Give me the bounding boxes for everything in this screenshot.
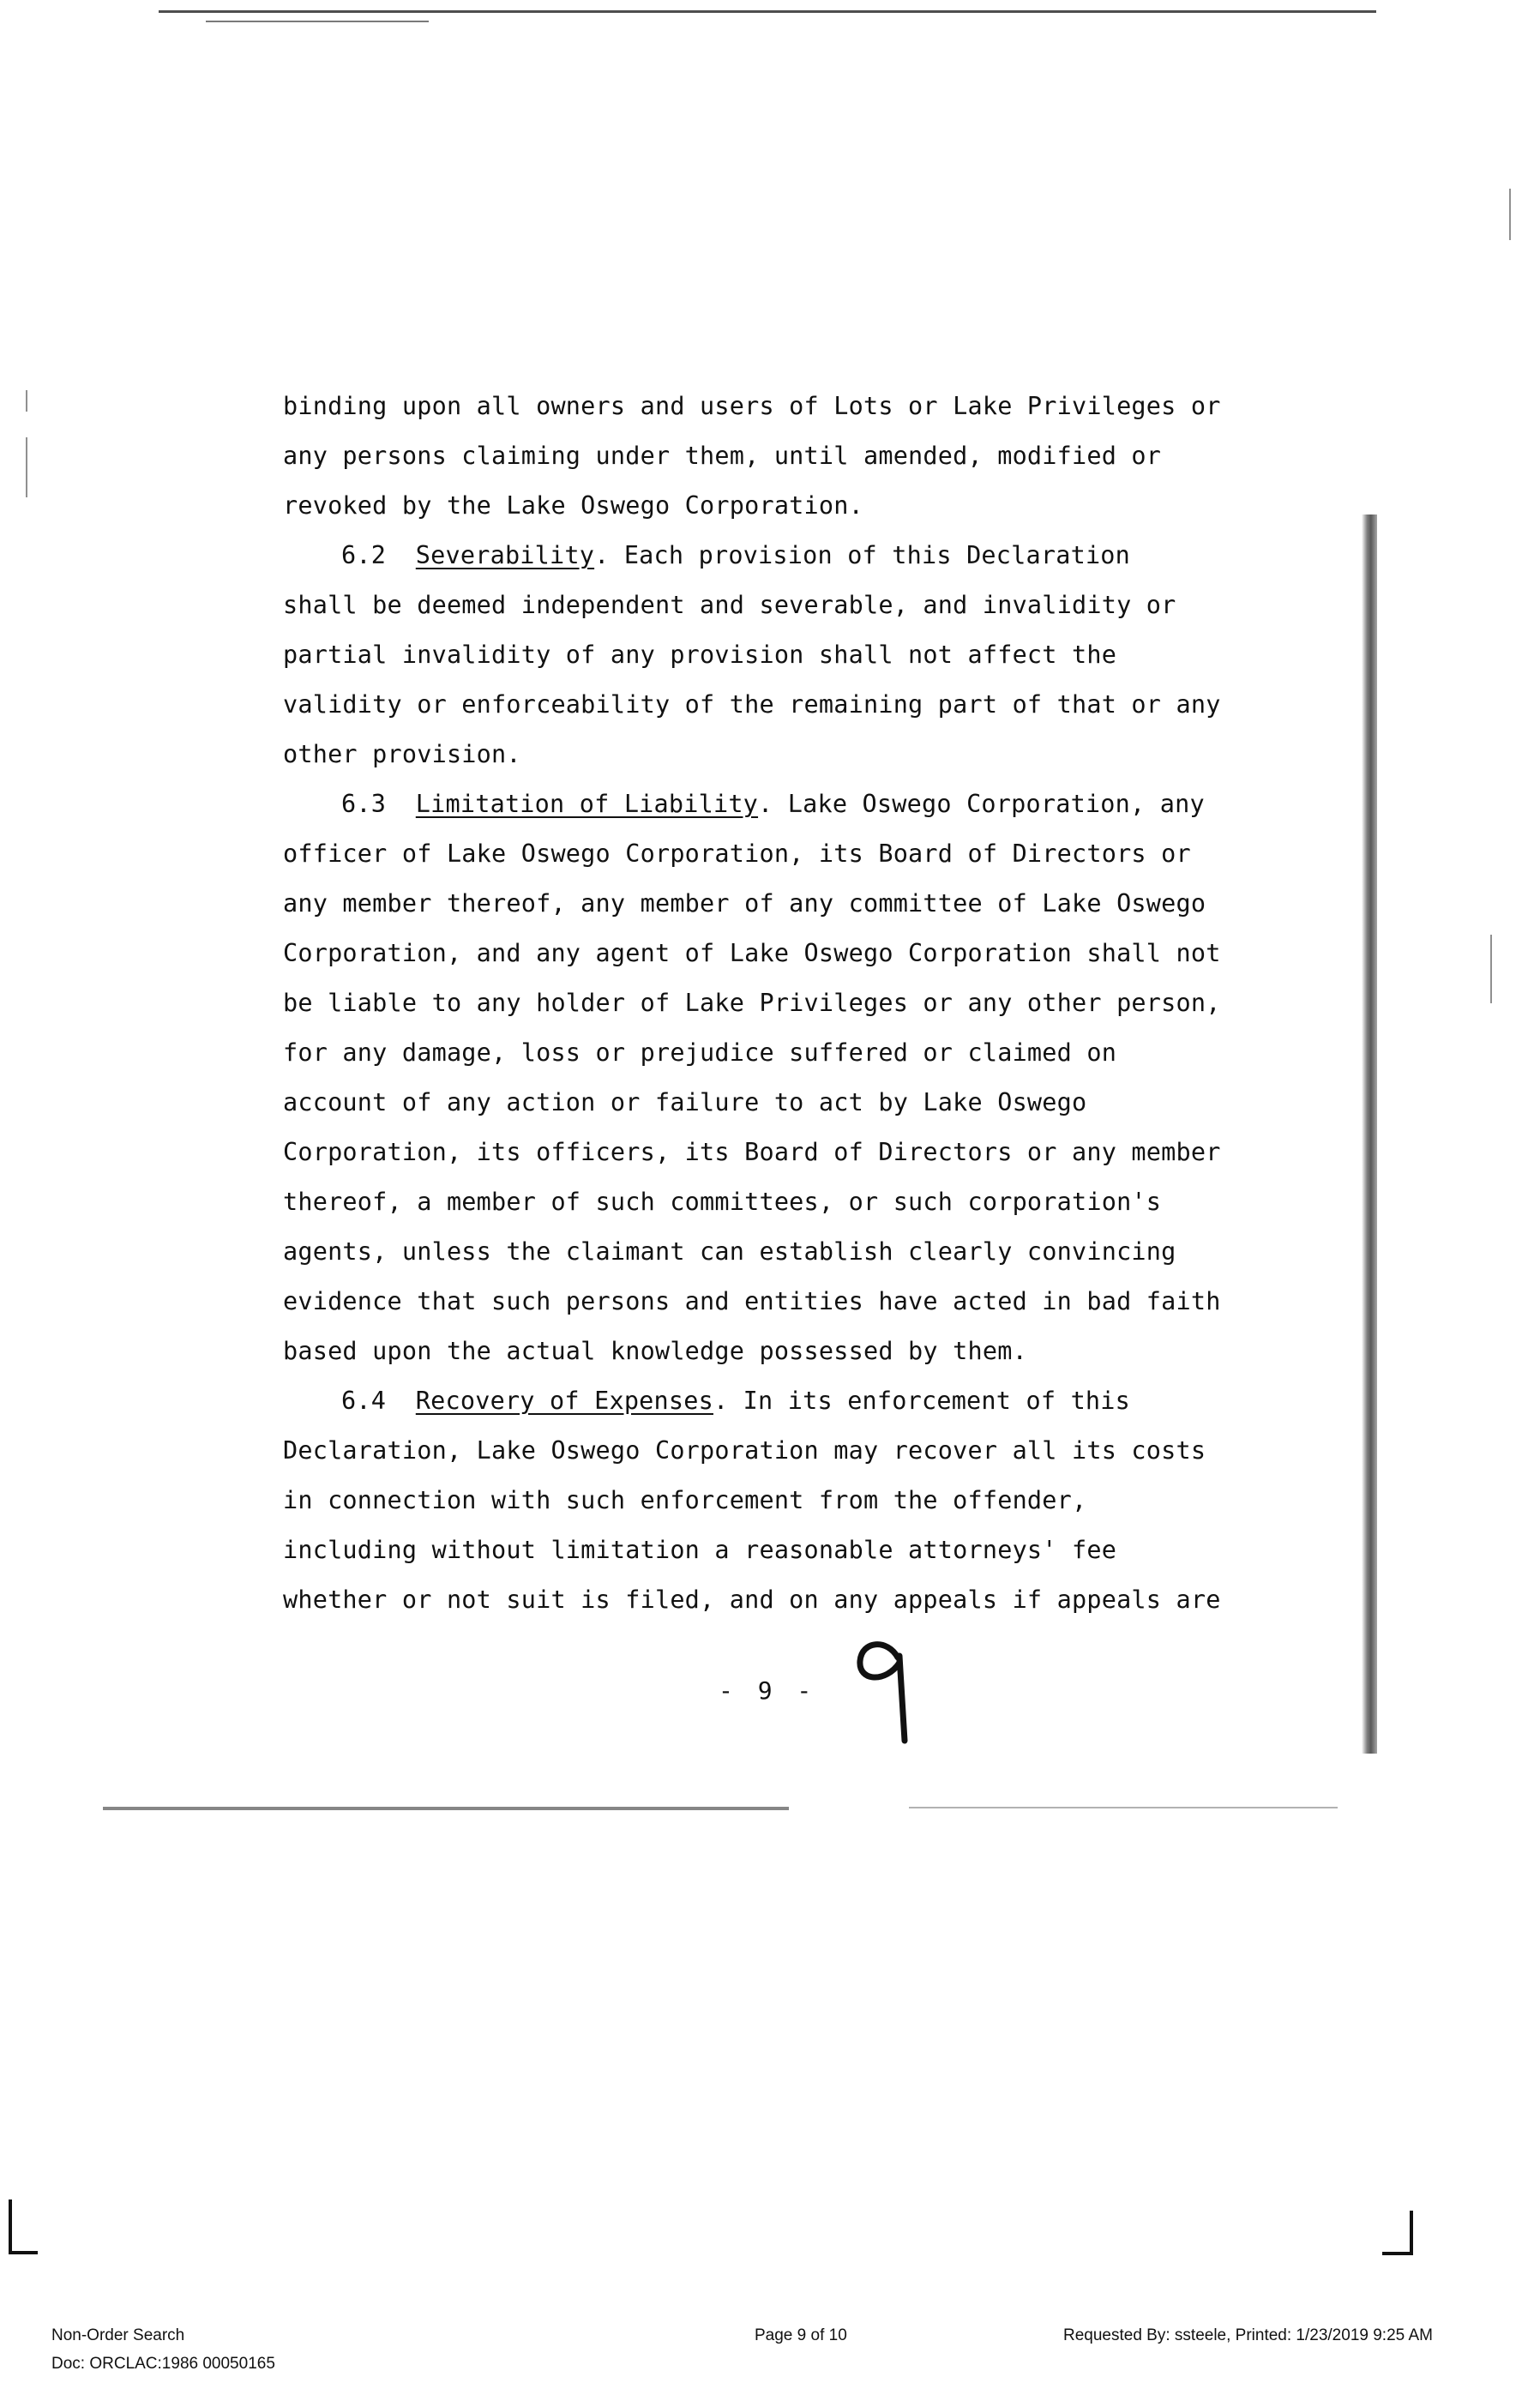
section-title: Limitation of Liability [415,790,759,818]
text-line: binding upon all owners and users of Lots or Lake Privileges or [283,392,1221,420]
section-6-2-heading-line: 6.2 Severability. Each provision of this Declaration [341,541,1131,569]
footer-search-type: Non-Order Search [51,2326,185,2344]
bottom-scan-line [103,1807,789,1810]
right-corner-mark [1382,2211,1413,2255]
left-tick [26,390,27,412]
text-line: for any damage, loss or prejudice suffered or claimed on [283,1038,1117,1067]
text-line: thereof, a member of such committees, or such corporation's [283,1188,1162,1216]
text-line: Corporation, its officers, its Board of Directors or any member [283,1138,1221,1166]
text-line: any member thereof, any member of any committee of Lake Oswego [283,889,1206,918]
text-line: be liable to any holder of Lake Privileges or any other person, [283,989,1221,1017]
text-line: partial invalidity of any provision shall not affect the [283,641,1117,669]
right-scan-edge [1362,515,1377,1754]
section-6-4-heading-line: 6.4 Recovery of Expenses. In its enforcement of this [341,1387,1131,1415]
text-line: revoked by the Lake Oswego Corporation. [283,491,863,520]
text-line: any persons claiming under them, until amended, modified or [283,442,1162,470]
text-line: Declaration, Lake Oswego Corporation may recover all its costs [283,1436,1206,1465]
left-corner-mark [9,2199,38,2254]
text-line: based upon the actual knowledge possessed by them. [283,1337,1027,1365]
text-line: shall be deemed independent and severable, and invalidity or [283,591,1176,619]
top-scan-line-thin [206,21,429,22]
text-line: including without limitation a reasonable attorneys' fee [283,1536,1117,1564]
text-line: evidence that such persons and entities have acted in bad faith [283,1287,1221,1315]
text-line: whether or not suit is filed, and on any appeals if appeals are [283,1586,1221,1614]
footer-page-count: Page 9 of 10 [755,2326,847,2344]
text-line: officer of Lake Oswego Corporation, its Board of Directors or [283,839,1191,868]
left-tick-2 [26,437,27,497]
text-line: agents, unless the claimant can establish clearly convincing [283,1237,1176,1266]
bottom-scan-line-2 [909,1807,1338,1808]
footer-doc-id: Doc: ORCLAC:1986 00050165 [51,2355,275,2373]
document-body [283,382,1278,1625]
text-line: account of any action or failure to act by Lake Oswego [283,1088,1087,1116]
section-title: Severability [415,541,595,569]
section-number: 6.4 [341,1387,387,1415]
section-number: 6.2 [341,541,387,569]
section-title: Recovery of Expenses [415,1387,713,1415]
text-line: Corporation, and any agent of Lake Oswego Corporation shall not [283,939,1221,967]
right-tick-2 [1490,935,1492,1003]
top-scan-line [159,10,1376,13]
page-number: - 9 - [719,1676,817,1705]
footer-requested-by: Requested By: ssteele, Printed: 1/23/2019 9:25 AM [1063,2326,1433,2344]
section-number: 6.3 [341,790,387,818]
right-tick [1509,189,1511,240]
text-line: in connection with such enforcement from the offender, [283,1486,1087,1514]
section-6-3-heading-line: 6.3 Limitation of Liability. Lake Oswego Corporation, any [341,790,1205,818]
text-line: validity or enforceability of the remaining part of that or any [283,690,1221,719]
text-line: other provision. [283,740,521,768]
handwritten-page-number [853,1634,913,1745]
